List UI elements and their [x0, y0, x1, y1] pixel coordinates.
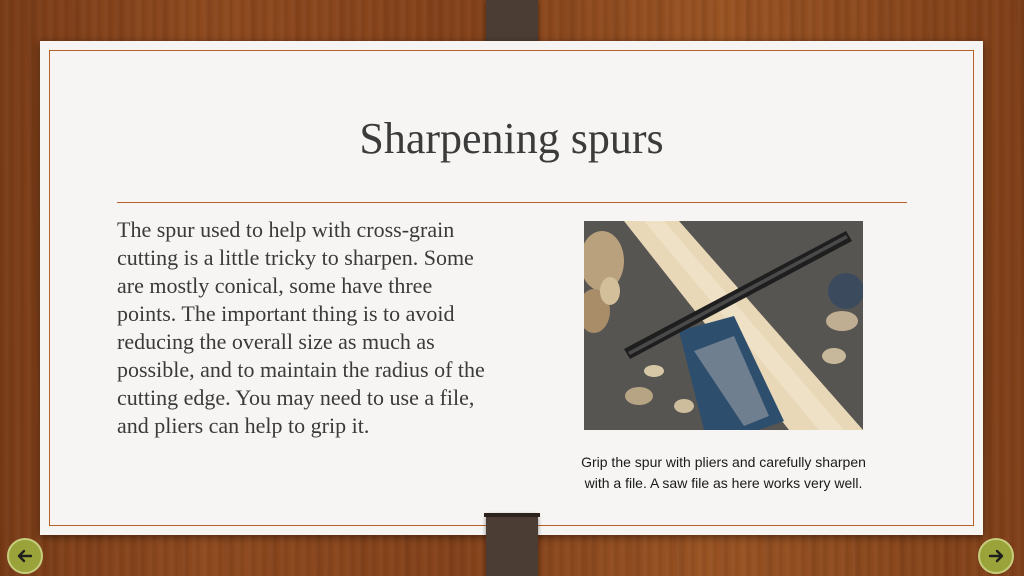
- photo-caption: Grip the spur with pliers and carefully sharpen with a file. A saw file as here works very well.: [581, 454, 866, 491]
- bottom-binder-clip: [486, 513, 538, 576]
- title-divider: [117, 202, 907, 203]
- slide-card: [40, 41, 983, 535]
- previous-slide-button[interactable]: [7, 538, 43, 574]
- slide-body-text: The spur used to help with cross-grain cutting is a little tricky to sharpen. Some are mostly conical, some have three points. The important thing is to avoid reducing the overall size as much as possible, and to maintain the radius of the cutting edge. You may need to use a file, and pliers can help to grip it.: [117, 217, 485, 438]
- photo-illustration: [584, 221, 863, 430]
- slide-title: Sharpening spurs: [359, 114, 664, 163]
- next-slide-button[interactable]: [978, 538, 1014, 574]
- arrow-left-icon: [17, 548, 33, 564]
- arrow-right-icon: [988, 548, 1004, 564]
- spur-sharpening-photo: [584, 221, 863, 430]
